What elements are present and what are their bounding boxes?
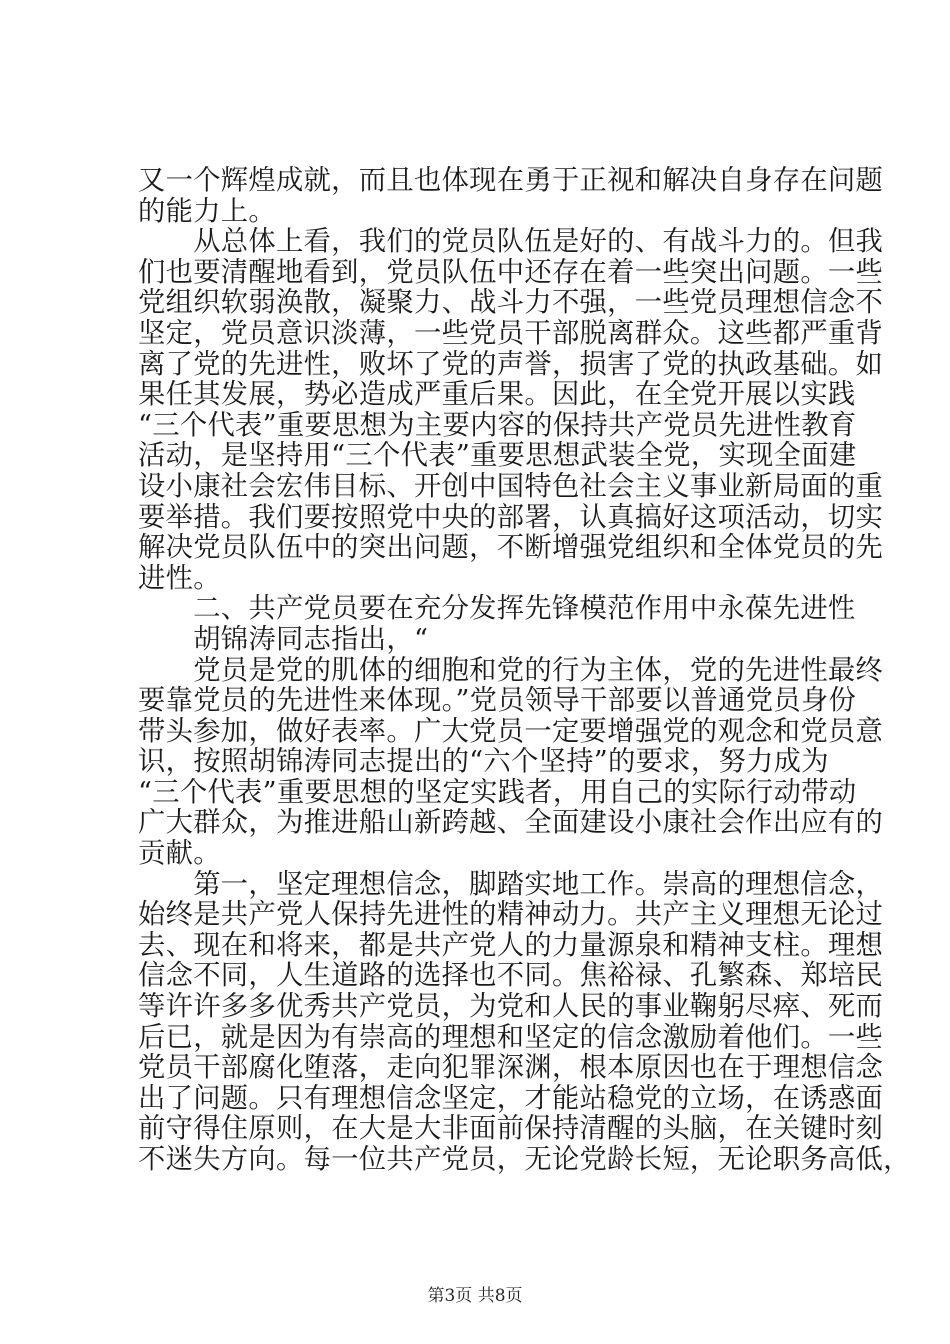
page-footer: 第3页 共8页 xyxy=(427,1286,523,1306)
text-line: 又一个辉煌成就，而且也体现在勇于正视和解决自身存在问题 xyxy=(138,165,884,196)
text-line: 始终是共产党人保持先进性的精神动力。共产主义理想无论过 xyxy=(138,899,884,931)
text-line: 党组织软弱涣散，凝聚力、战斗力不强，一些党员理想信念不 xyxy=(138,287,884,319)
text-line: 胡锦涛同志指出，“ xyxy=(138,623,429,655)
text-line: 广大群众，为推进船山新跨越、全面建设小康社会作出应有的 xyxy=(138,807,884,839)
text-line: 二、共产党员要在充分发挥先锋模范作用中永葆先进性 xyxy=(138,593,856,625)
text-line: 第一，坚定理想信念，脚踏实地工作。崇高的理想信念， xyxy=(138,868,884,900)
text-line: 前守得住原则，在大是大非面前保持清醒的头脑，在关键时刻 xyxy=(138,1113,884,1145)
text-line: 等许许多多优秀共产党员，为党和人民的事业鞠躬尽瘁、死而 xyxy=(138,991,884,1023)
text-line: 要靠党员的先进性来体现。”党员领导干部要以普通党员身份 xyxy=(138,685,857,717)
text-line: 党员是党的肌体的细胞和党的行为主体，党的先进性最终 xyxy=(138,654,884,686)
text-line: 要举措。我们要按照党中央的部署，认真搞好这项活动，切实 xyxy=(138,501,884,533)
text-line: 后已，就是因为有崇高的理想和坚定的信念激励着他们。一些 xyxy=(138,1021,884,1053)
text-line: 贡献。 xyxy=(138,838,221,870)
text-line: 的能力上。 xyxy=(138,195,276,227)
body-text xyxy=(138,165,911,1176)
text-line: 信念不同，人生道路的选择也不同。焦裕禄、孔繁森、郑培民 xyxy=(138,960,884,992)
text-line: 去、现在和将来，都是共产党人的力量源泉和精神支柱。理想 xyxy=(138,929,884,961)
text-line: 们也要清醒地看到，党员队伍中还存在着一些突出问题。一些 xyxy=(138,256,884,288)
text-line: 活动，是坚持用“三个代表”重要思想武装全党，实现全面建 xyxy=(138,440,857,472)
text-line: 识，按照胡锦涛同志提出的“六个坚持”的要求，努力成为 xyxy=(138,746,829,778)
text-line: 解决党员队伍中的突出问题，不断增强党组织和全体党员的先 xyxy=(138,532,884,564)
text-line: 坚定，党员意识淡薄，一些党员干部脱离群众。这些都严重背 xyxy=(138,317,884,349)
text-line: 不迷失方向。每一位共产党员，无论党龄长短，无论职务高低， xyxy=(138,1144,911,1175)
text-line: 离了党的先进性，败坏了党的声誉，损害了党的执政基础。如 xyxy=(138,348,884,380)
text-line: 党员干部腐化堕落，走向犯罪深渊，根本原因也在于理想信念 xyxy=(138,1052,884,1084)
text-line: “三个代表”重要思想的坚定实践者，用自己的实际行动带动 xyxy=(138,776,857,808)
text-line: 出了问题。只有理想信念坚定，才能站稳党的立场，在诱惑面 xyxy=(138,1082,884,1114)
text-line: 带头参加，做好表率。广大党员一定要增强党的观念和党员意 xyxy=(138,715,884,747)
text-line: 进性。 xyxy=(138,562,221,594)
text-line: 从总体上看，我们的党员队伍是好的、有战斗力的。但我 xyxy=(138,226,884,258)
text-line: 设小康社会宏伟目标、开创中国特色社会主义事业新局面的重 xyxy=(138,470,884,502)
text-line: “三个代表”重要思想为主要内容的保持共产党员先进性教育 xyxy=(138,409,857,441)
text-line: 果任其发展，势必造成严重后果。因此，在全党开展以实践 xyxy=(138,379,856,411)
